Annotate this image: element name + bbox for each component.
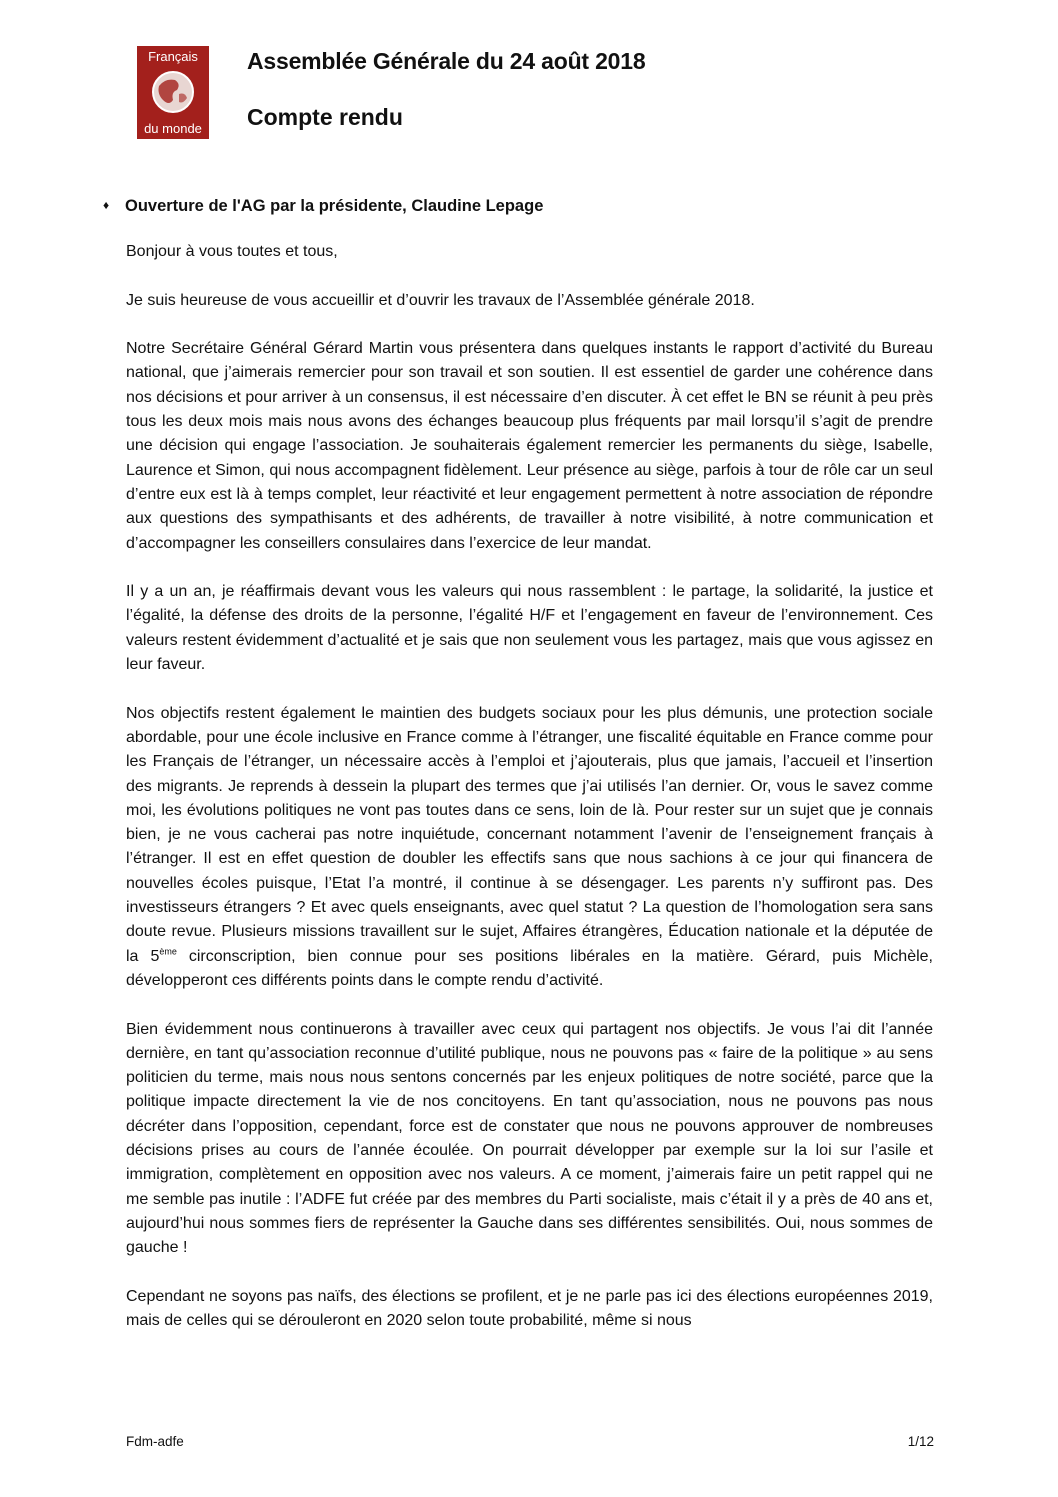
- paragraph: Cependant ne soyons pas naïfs, des élections se profilent, et je ne parle pas ici des élections européennes 2019, mais de celles qui se dérouleront en 2020 selon toute probabilité, même si nous: [126, 1287, 933, 1330]
- logo-text-bottom: du monde: [144, 121, 202, 136]
- diamond-bullet-icon: ♦: [103, 198, 110, 212]
- document-title: Assemblée Générale du 24 août 2018: [247, 48, 646, 74]
- document-body: [126, 240, 933, 1358]
- paragraph: Il y a un an, je réaffirmais devant vous les valeurs qui nous rassemblent : le partage, la solidarité, la justice et l’égalité, la défense des droits de la personne, l’égalité H/F et l’engagement en faveur de l’environnement. Ces valeurs restent évidemment d’actualité et je sais que non seulement vous les partagez, mais que vous agissez en leur faveur.: [126, 583, 933, 674]
- logo-text-top: Français: [148, 49, 198, 64]
- globe-icon: [151, 70, 195, 114]
- paragraph: Bien évidemment nous continuerons à travailler avec ceux qui partagent nos objectifs. Je vous l’ai dit l’année dernière, en tant qu’association reconnue d’utilité publique, nous ne pouvons pas « faire de la politique » au sens politicien du terme, mais nous nous sentons concernés par les enjeux politiques de notre société, parce que la politique impacte directement la vie de nos concitoyens. En tant qu’association, nous ne pouvons pas nous décréter dans l’opposition, cependant, force est de constater que nous ne pouvons approuver de nombreuses décisions prises au cours de l’année écoulée. On pourrait développer par exemple sur la loi sur l’asile et immigration, complètement en opposition avec nos valeurs. A ce moment, j’aimerais faire un petit rappel qui ne me semble pas inutile : l’ADFE fut créée par des membres du Parti socialiste, mais c’était il y a près de 40 ans et, aujourd’hui nous sommes fiers de représenter la Gauche dans ses différentes sensibilités. Oui, nous sommes de gauche !: [126, 1020, 933, 1257]
- paragraph-text: Nos objectifs restent également le maintien des budgets sociaux pour les plus démunis, une protection sociale abordable, pour une école inclusive en France comme à l’étranger, une fiscalité équitable en France comme pour les Français de l’étranger, un nécessaire accès à l’emploi et j’ajouterais, plus que jamais, l’accueil et l’insertion des migrants. Je reprends à dessein la plupart des termes que j’ai utilisés l’an dernier. Or, vous le savez comme moi, les évolutions politiques ne vont pas toutes dans ce sens, loin de là. Pour rester sur un sujet que je connais bien, je ne vous cacherai pas notre inquiétude, concernant notamment l’avenir de l’enseignement français à l’étranger. Il est en effet question de doubler les effectifs sans que nous sachions à ce jour qui financera de nouvelles écoles puisque, l’Etat l’a montré, il continue à se désengager. Les parents n’y suffiront pas. Des investisseurs étrangers ? Et avec quels enseignants, avec quel statut ? La question de l’homologation sera sans doute revue. Plusieurs missions travaillent sur le sujet, Affaires étrangères, Éducation nationale et la députée de la 5: [126, 704, 933, 965]
- paragraph: Bonjour à vous toutes et tous,: [126, 243, 338, 260]
- logo: [137, 46, 209, 139]
- section-heading: [103, 197, 543, 216]
- document-subtitle: Compte rendu: [247, 104, 403, 130]
- superscript: ème: [159, 946, 177, 957]
- page-number: 1/12: [907, 1434, 934, 1449]
- section-heading-text: Ouverture de l'AG par la présidente, Claudine Lepage: [125, 197, 544, 215]
- paragraph: Je suis heureuse de vous accueillir et d’ouvrir les travaux de l’Assemblée générale 2018.: [126, 291, 755, 309]
- paragraph: Notre Secrétaire Général Gérard Martin vous présentera dans quelques instants le rapport d’activité du Bureau national, que j’aimerais remercier pour son travail et son soutien. Il est essentiel de garder une cohérence dans nos décisions et pour arriver à un consensus, il est nécessaire d’en discuter. À cet effet le BN se réunit à peu près tous les deux mois mais nous avons des échanges beaucoup plus fréquents par mail lorsqu’il s’agit de prendre une décision qui engage l’association. Je souhaiterais également remercier les permanents du siège, Isabelle, Laurence et Simon, qui nous accompagnent fidèlement. Leur présence au siège, parfois à tour de rôle car un seul d’entre eux est là à temps complet, leur réactivité et leur engagement permettent à notre association de répondre aux questions des sympathisants et des adhérents, de travailler à notre visibilité, à notre communication et d’accompagner les conseillers consulaires dans l’exercice de leur mandat.: [126, 340, 933, 552]
- footer-label: Fdm-adfe: [126, 1434, 184, 1449]
- paragraph: [126, 702, 933, 994]
- paragraph-text: circonscription, bien connue pour ses positions libérales en la matière. Gérard, puis Michèle, développeront ces différents points dans le compte rendu d’activité.: [126, 947, 934, 989]
